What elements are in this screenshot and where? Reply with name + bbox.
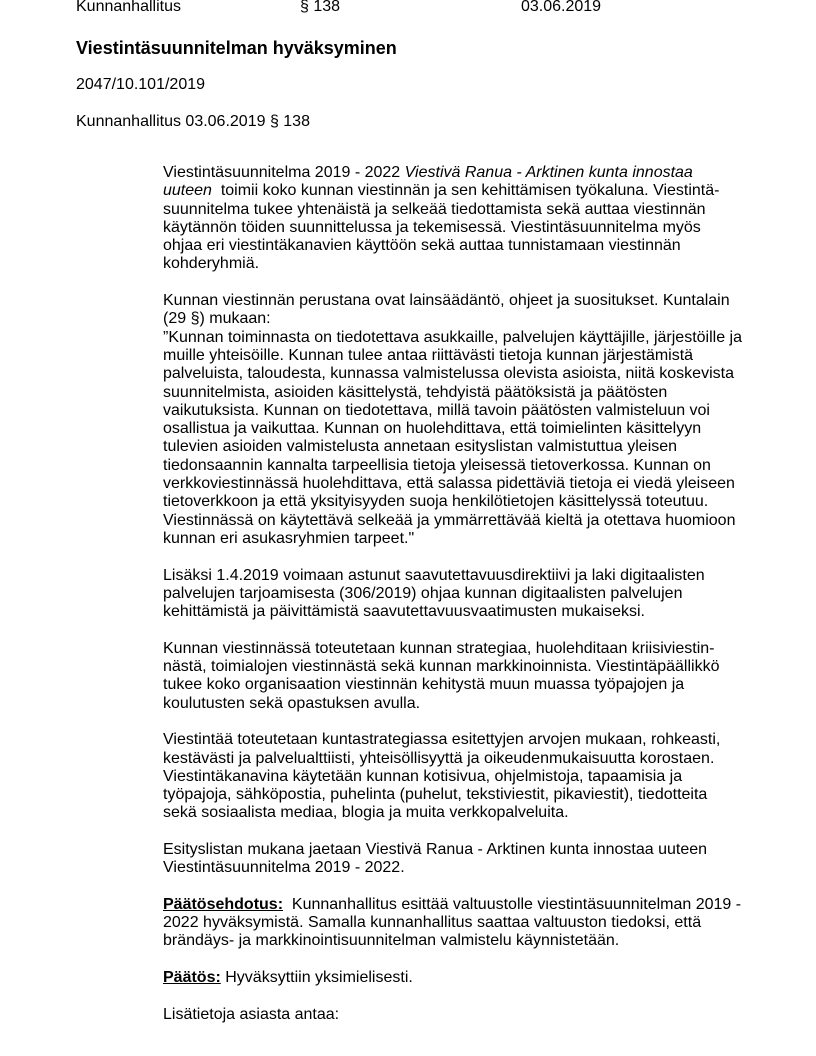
intro-text: Viestintäsuunnitelma 2019 - 2022 bbox=[163, 164, 405, 181]
proposal-label: Päätösehdotus: bbox=[163, 895, 284, 913]
decision-text: Hyväksyttiin yksimielisesti. bbox=[220, 969, 413, 987]
document-body bbox=[163, 164, 746, 1024]
paragraph-attachment: Esityslistan mukana jaetaan Viestivä Ranua - Arktinen kunta innostaa uuteen Viestintäsuunnitelma 2019 - 2022. bbox=[163, 840, 708, 877]
intro-text-rest: toimii koko kunnan viestinnän ja sen kehittämisen työkaluna. Viestintä-suunnitelma tukee yhtenäistä ja selkeää tiedottamista sekä auttaa viestinnän käytännön töiden suunnittelussa ja tekemisessä. Viestintäsuunnitelma myös ohjaa eri viestintäkanavien käyttöön sekä auttaa tunnistamaan viestinnän kohderyhmiä. bbox=[163, 182, 720, 273]
header-date: 03.06.2019 bbox=[521, 0, 602, 15]
more-info: Lisätietoja asiasta antaa: bbox=[163, 1005, 340, 1023]
paragraph-decision bbox=[163, 969, 743, 987]
legislation-quote: ”Kunnan toiminnasta on tiedotettava asukkaille, palvelujen käyttäjille, järjestöille ja muille yhteisöille. Kunnan tulee antaa riittävästi tietoja kunnan järjestämistä palveluista, taloudesta, kunnassa valmistelussa olevista asioista, niitä koskevista suunnitelmista, asioiden käsittelystä, tehdyistä päätöksistä ja päätösten vaikutuksista. Kunnan on tiedotettava, millä tavoin päätösten valmisteluun voi osallistua ja vaikuttaa. Kunnan on huolehdittava, että toimielinten käsittelyyn tulevien asioiden valmistelusta annetaan esityslistan valmistuttua yleisen tiedonsaannin kannalta tarpeellisia tietoja yleisessä tietoverkossa. Kunnan on verkkoviestinnässä huolehdittava, että salassa pidettäviä tietoja ei viedä yleiseen tietoverkkoon ja että yksityisyyden suoja henkilötietojen käsittelyssä toteutuu. Viestinnässä on käytettävä selkeää ja ymmärrettävää kieltä ja otettava huomioon kunnan eri asukasryhmien tarpeet." bbox=[163, 328, 742, 547]
session-reference: Kunnanhallitus 03.06.2019 § 138 bbox=[76, 113, 310, 130]
paragraph-proposal bbox=[163, 895, 746, 951]
legislation-intro: Kunnan viestinnän perustana ovat lainsäädäntö, ohjeet ja suositukset. Kuntalain (29 §) mukaan: bbox=[163, 292, 730, 328]
header-organ: Kunnanhallitus bbox=[76, 0, 181, 15]
decision-label: Päätös: bbox=[163, 969, 221, 987]
paragraph-channels: Viestintää toteutetaan kuntastrategiassa esitettyjen arvojen mukaan, rohkeasti, kestävästi ja palvelualttiisti, yhteisöllisyyttä ja oikeudenmukaisuutta korostaen. Viestintäkanavina käytetään kunnan kotisivua, ohjelmistoja, tapaamisia ja työpajoja, sähköpostia, puhelinta (puhelut, tekstiviestit, pikaviestit), tiedotteita sekä sosiaalista mediaa, blogia ja muita verkkopalveluita. bbox=[163, 731, 721, 822]
document-title: Viestintäsuunnitelman hyväksyminen bbox=[76, 38, 397, 58]
plan-name-italic: Viestivä Ranua - Arktinen kunta innostaa uuteen bbox=[163, 164, 693, 200]
paragraph-intro bbox=[163, 164, 743, 274]
paragraph-strategy: Kunnan viestinnässä toteutetaan kunnan strategiaa, huolehditaan kriisiviestin-nästä, toimialojen viestinnästä sekä kunnan markkinoinnista. Viestintäpäällikkö tukee koko organisaation viestinnän kehitystä muun muassa työpajojen ja koulutusten sekä opastuksen avulla. bbox=[163, 639, 720, 712]
diary-number: 2047/10.101/2019 bbox=[76, 76, 206, 93]
paragraph-legislation bbox=[163, 292, 743, 548]
proposal-text: Kunnanhallitus esittää valtuustolle viestintäsuunnitelman 2019 - 2022 hyväksymistä. Samalla kunnanhallitus saattaa valtuuston tiedoksi, että brändäys- ja markkinointisuunnitelman valmistelu käynnistetään. bbox=[163, 895, 746, 950]
header-section: § 138 bbox=[300, 0, 341, 15]
paragraph-accessibility: Lisäksi 1.4.2019 voimaan astunut saavutettavuusdirektiivi ja laki digitaalisten palvelujen tarjoamisesta (306/2019) ohjaa kunnan digitaalisten palvelujen kehittämistä ja päivittämistä saavutettavuusvaatimusten mukaiseksi. bbox=[163, 566, 705, 621]
